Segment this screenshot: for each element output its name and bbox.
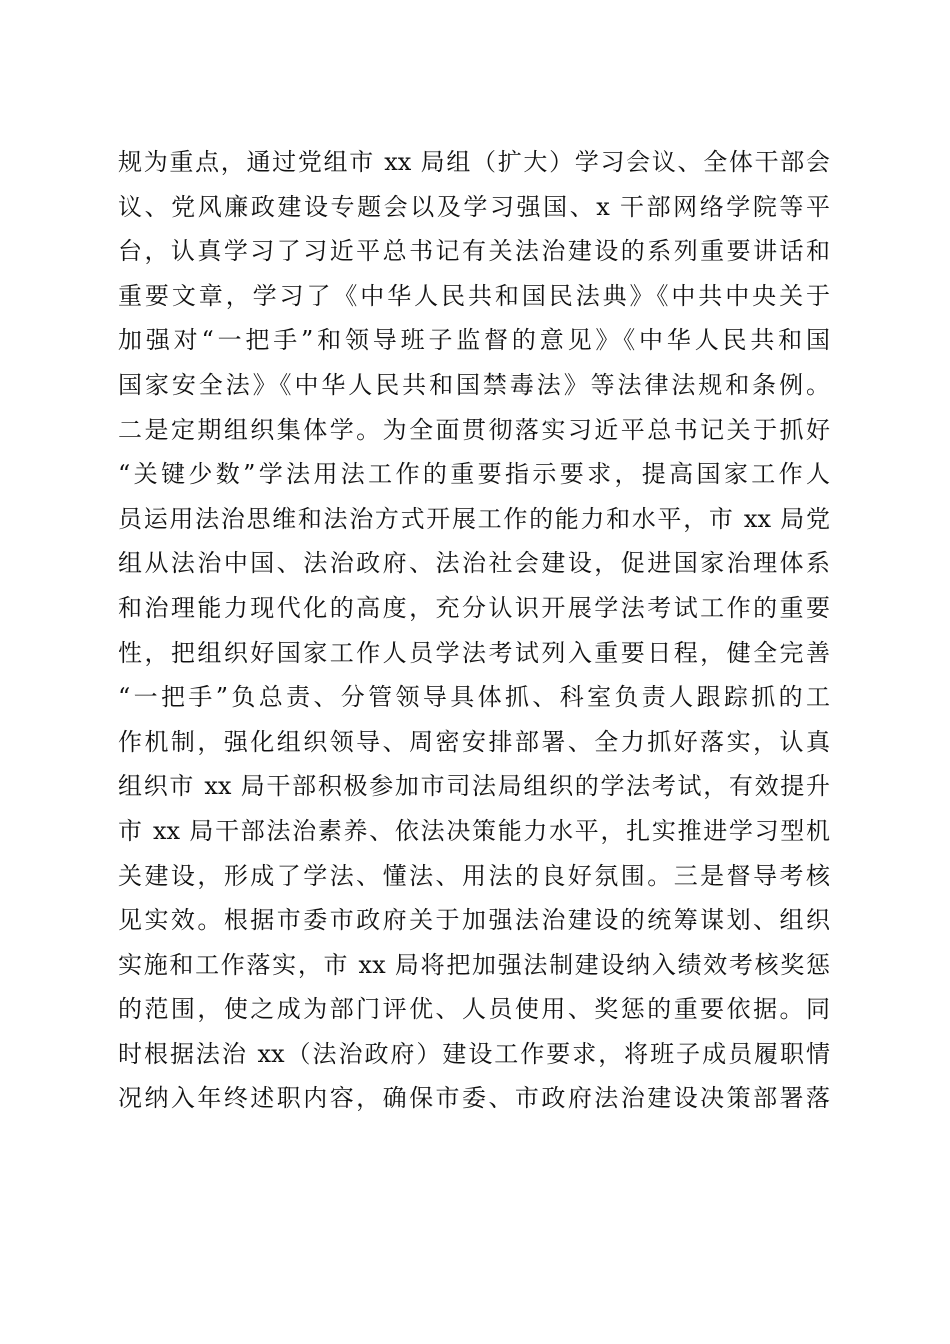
text-line-5: 加强对“一把手”和领导班子监督的意见》《中华人民共和国 [118,326,830,355]
text-line-9: 员运用法治思维和法治方式开展工作的能力和水平，市 xx 局党 [118,504,830,533]
text-line-4: 重要文章，学习了《中华人民共和国民法典》《中共中央关于 [118,281,830,310]
text-line-18: 见实效。根据市委市政府关于加强法治建设的统筹谋划、组织 [118,906,830,935]
text-line-16: 市 xx 局干部法治素养、依法决策能力水平，扎实推进学习型机 [118,816,830,845]
text-line-6: 国家安全法》《中华人民共和国禁毒法》等法律法规和条例。 [118,370,830,399]
text-line-19: 实施和工作落实，市 xx 局将把加强法制建设纳入绩效考核奖惩 [118,950,830,979]
text-line-8: “关键少数”学法用法工作的重要指示要求，提高国家工作人 [118,460,830,489]
text-line-11: 和治理能力现代化的高度，充分认识开展学法考试工作的重要 [118,593,830,622]
text-line-15: 组织市 xx 局干部积极参加市司法局组织的学法考试，有效提升 [118,772,830,801]
body-text [118,140,830,1121]
text-line-20: 的范围，使之成为部门评优、人员使用、奖惩的重要依据。同 [118,995,830,1024]
text-line-13: “一把手”负总责、分管领导具体抓、科室负责人跟踪抓的工 [118,683,830,712]
text-line-10: 组从法治中国、法治政府、法治社会建设，促进国家治理体系 [118,549,830,578]
text-line-3: 台，认真学习了习近平总书记有关法治建设的系列重要讲话和 [118,237,830,266]
text-line-14: 作机制，强化组织领导、周密安排部署、全力抓好落实，认真 [118,727,830,756]
text-line-1: 规为重点，通过党组市 xx 局组（扩大）学习会议、全体干部会 [118,148,830,176]
text-line-2: 议、党风廉政建设专题会以及学习强国、x 干部网络学院等平 [118,192,830,221]
text-line-7: 二是定期组织集体学。为全面贯彻落实习近平总书记关于抓好 [118,415,830,444]
text-line-12: 性，把组织好国家工作人员学法考试列入重要日程，健全完善 [118,638,830,667]
text-line-17: 关建设，形成了学法、懂法、用法的良好氛围。三是督导考核 [118,861,830,890]
text-line-22: 况纳入年终述职内容，确保市委、市政府法治建设决策部署落 [118,1084,830,1113]
text-line-21: 时根据法治 xx（法治政府）建设工作要求，将班子成员履职情 [118,1039,830,1068]
